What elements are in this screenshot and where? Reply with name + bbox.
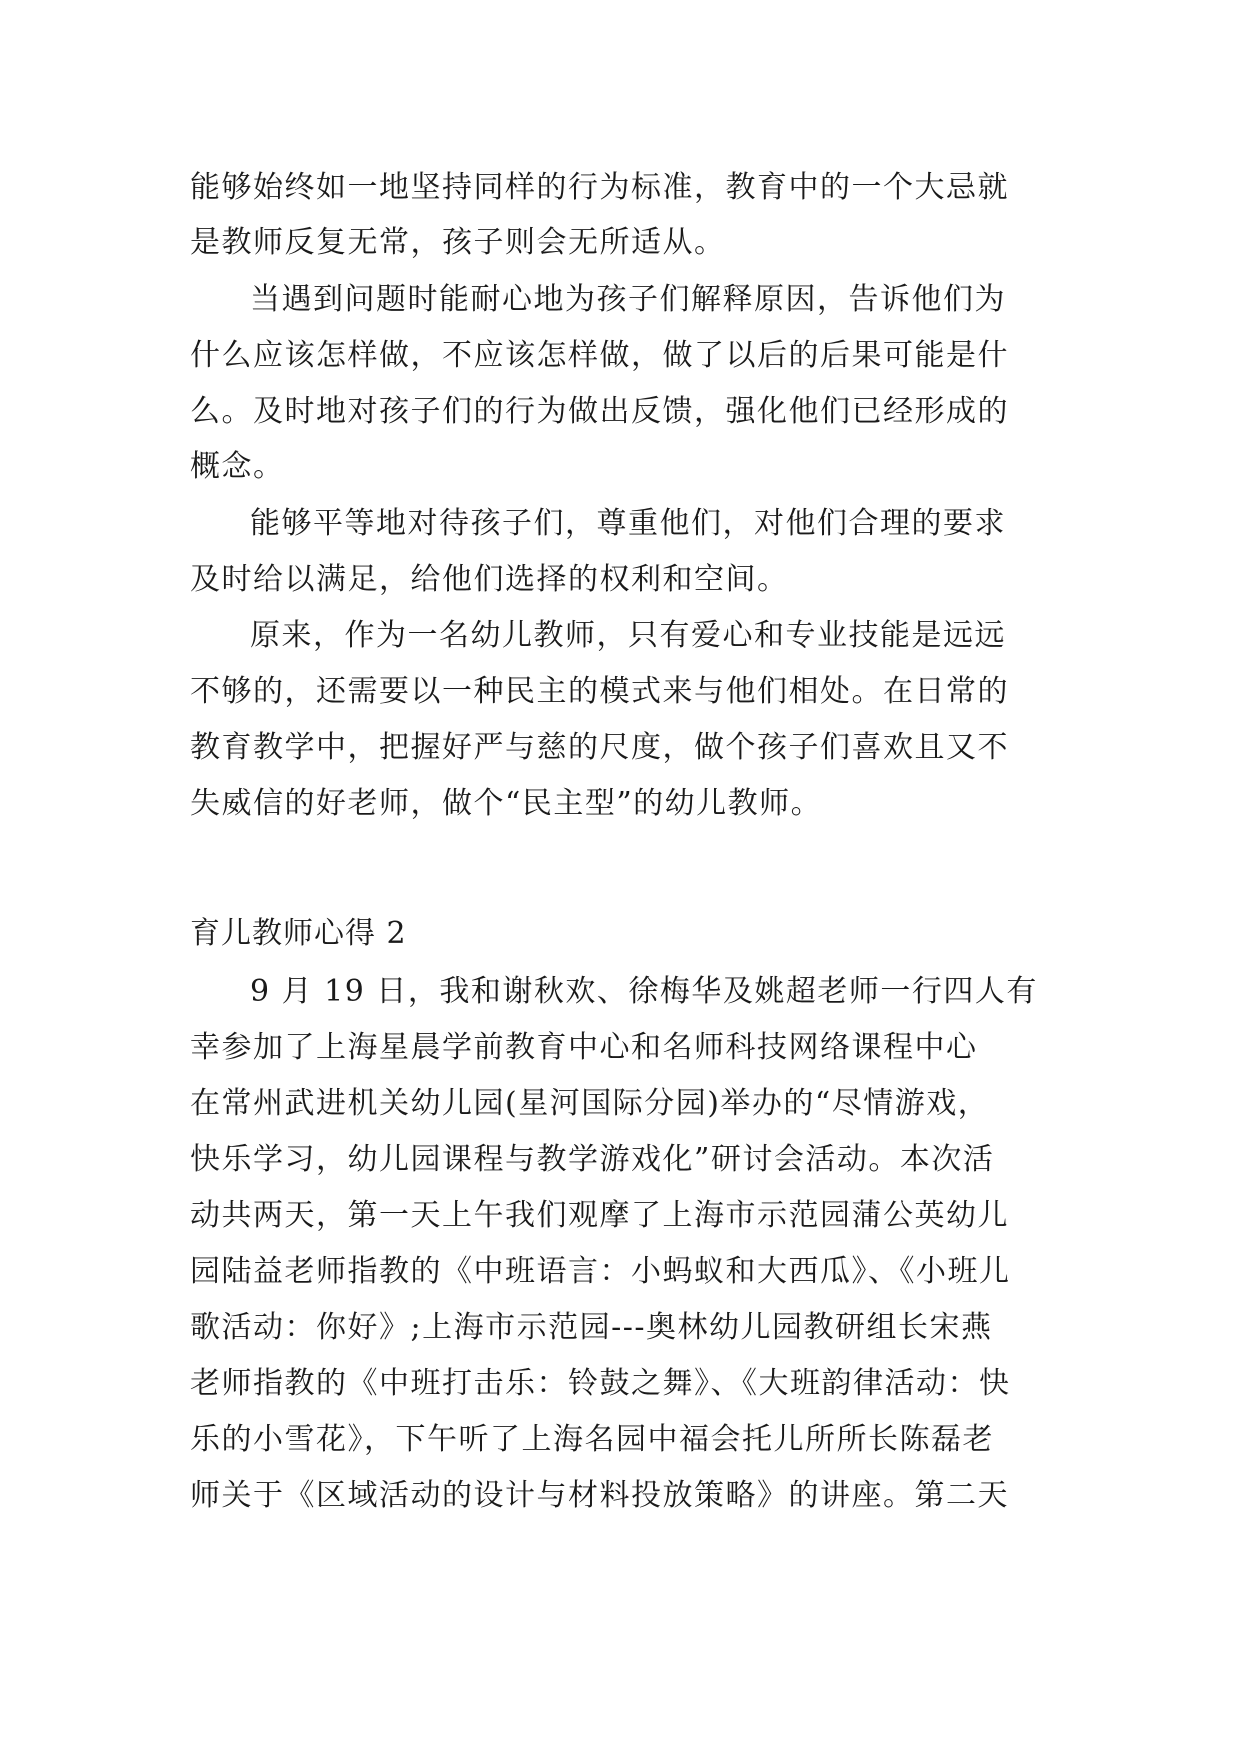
text-line: 么。及时地对孩子们的行为做出反馈，强化他们已经形成的 — [190, 394, 1009, 429]
text-line: 是教师反复无常，孩子则会无所适从。 — [190, 225, 726, 260]
text-line: 失威信的好老师，做个“民主型”的幼儿教师。 — [190, 786, 823, 821]
text-line: 幸参加了上海星晨学前教育中心和名师科技网络课程中心 — [190, 1030, 978, 1065]
text-line: 能够始终如一地坚持同样的行为标准，教育中的一个大忌就 — [190, 170, 1009, 205]
section-heading: 育儿教师心得 2 — [190, 916, 407, 951]
text-line: 园陆益老师指教的《中班语言：小蚂蚁和大西瓜》、《小班儿 — [190, 1254, 1011, 1289]
text-line: 老师指教的《中班打击乐：铃鼓之舞》、《大班韵律活动：快 — [190, 1366, 1011, 1401]
text-line: 动共两天，第一天上午我们观摩了上海市示范园蒲公英幼儿 — [190, 1198, 1009, 1233]
paragraph-start: 能够平等地对待孩子们，尊重他们，对他们合理的要求 — [250, 506, 1006, 541]
text-line: 什么应该怎样做，不应该怎样做，做了以后的后果可能是什 — [190, 338, 1009, 373]
paragraph-start: 原来，作为一名幼儿教师，只有爱心和专业技能是远远 — [250, 618, 1006, 653]
text-line: 乐的小雪花》，下午听了上海名园中福会托儿所所长陈磊老 — [190, 1422, 994, 1457]
text-line: 歌活动：你好》;上海市示范园---奥林幼儿园教研组长宋燕 — [190, 1310, 993, 1345]
text-line: 及时给以满足，给他们选择的权利和空间。 — [190, 562, 789, 597]
text-line: 师关于《区域活动的设计与材料投放策略》的讲座。第二天 — [190, 1478, 1009, 1513]
text-line: 快乐学习，幼儿园课程与教学游戏化”研讨会活动。本次活 — [190, 1142, 995, 1177]
text-line: 教育教学中，把握好严与慈的尺度，做个孩子们喜欢且又不 — [190, 730, 1009, 765]
text-line: 不够的，还需要以一种民主的模式来与他们相处。在日常的 — [190, 674, 1009, 709]
text-line: 在常州武进机关幼儿园(星河国际分园)举办的“尽情游戏， — [190, 1086, 990, 1121]
text-line: 概念。 — [190, 449, 285, 484]
paragraph-start: 当遇到问题时能耐心地为孩子们解释原因，告诉他们为 — [250, 282, 1006, 317]
paragraph-start: 9 月 19 日，我和谢秋欢、徐梅华及姚超老师一行四人有 — [250, 974, 1038, 1009]
